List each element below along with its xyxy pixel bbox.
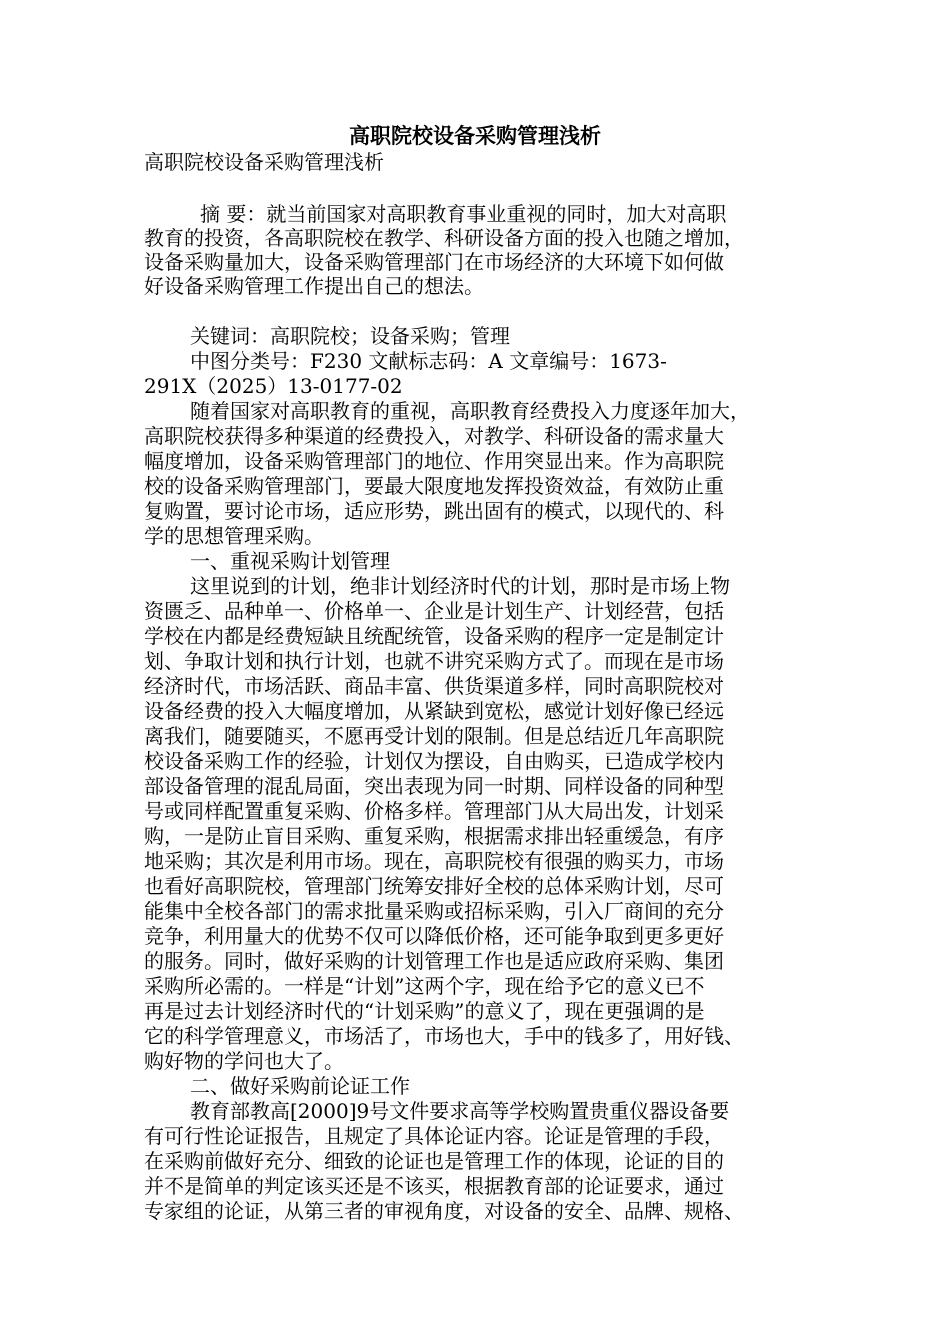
section1-line: 也看好高职院校，管理部门统筹安排好全校的总体采购计划，尽可 [144,874,724,898]
section1-line: 再是过去计划经济时代的“计划采购”的意义了，现在更强调的是 [144,999,705,1023]
section1-line: 购好物的学问也大了。 [144,1049,344,1073]
intro-line: 学的思想管理采购。 [144,524,324,548]
section1-line: 能集中全校各部门的需求批量采购或招标采购，引入厂商间的充分 [144,899,724,923]
section1-line: 设备经费的投入大幅度增加，从紧缺到宽松，感觉计划好像已经远 [144,699,724,723]
section1-line: 采购所必需的。一样是“计划”这两个字，现在给予它的意义已不 [144,974,705,998]
section1-line: 地采购；其次是利用市场。现在，高职院校有很强的购买力，市场 [144,849,724,873]
section2-line: 有可行性论证报告，且规定了具体论证内容。论证是管理的手段， [144,1124,724,1148]
section1-line: 经济时代，市场活跃、商品丰富、供货渠道多样，同时高职院校对 [144,674,724,698]
intro-line: 幅度增加，设备采购管理部门的地位、作用突显出来。作为高职院 [144,449,724,473]
classification-line: 291X（2025）13-0177-02 [144,374,403,398]
abstract-line: 教育的投资，各高职院校在教学、科研设备方面的投入也随之增加， [144,226,744,250]
keywords-line: 关键词：高职院校；设备采购；管理 [190,324,510,348]
section1-line: 划、争取计划和执行计划，也就不讲究采购方式了。而现在是市场 [144,649,724,673]
section1-line: 离我们，随要随买，不愿再受计划的限制。但是总结近几年高职院 [144,724,724,748]
intro-line: 随着国家对高职教育的重视，高职教育经费投入力度逐年加大， [190,399,750,423]
section1-line: 号或同样配置重复采购、价格多样。管理部门从大局出发，计划采 [144,799,724,823]
abstract-line: 摘 要：就当前国家对高职教育事业重视的同时，加大对高职 [200,202,727,226]
section1-line: 这里说到的计划，绝非计划经济时代的计划，那时是市场上物 [190,574,730,598]
section2-line: 专家组的论证，从第三者的审视角度，对设备的安全、品牌、规格、 [144,1199,744,1223]
section1-line: 学校在内都是经费短缺且统配统管，设备采购的程序一定是制定计 [144,624,724,648]
section1-line: 部设备管理的混乱局面，突出表现为同一时期、同样设备的同种型 [144,774,724,798]
intro-line: 复购置，要讨论市场，适应形势，跳出固有的模式，以现代的、科 [144,499,724,523]
section-heading-1: 一、重视采购计划管理 [190,549,390,573]
document-title: 高职院校设备采购管理浅析 [349,123,601,148]
intro-line: 校的设备采购管理部门，要最大限度地发挥投资效益，有效防止重 [144,474,724,498]
section1-line: 的服务。同时，做好采购的计划管理工作也是适应政府采购、集团 [144,949,724,973]
section1-line: 购，一是防止盲目采购、重复采购，根据需求排出轻重缓急，有序 [144,824,724,848]
section1-line: 资匮乏、品种单一、价格单一、企业是计划生产、计划经营，包括 [144,599,724,623]
section1-line: 它的科学管理意义，市场活了，市场也大，手中的钱多了，用好钱、 [144,1024,744,1048]
section2-line: 并不是简单的判定该买还是不该买，根据教育部的论证要求，通过 [144,1174,724,1198]
section2-line: 教育部教高[2000]9号文件要求高等学校购置贵重仪器设备要 [190,1099,730,1123]
abstract-line: 设备采购量加大，设备采购管理部门在市场经济的大环境下如何做 [144,250,724,274]
abstract-line: 好设备采购管理工作提出自己的想法。 [144,274,484,298]
section1-line: 竞争，利用量大的优势不仅可以降低价格，还可能争取到更多更好 [144,924,724,948]
section-heading-2: 二、做好采购前论证工作 [190,1074,410,1098]
section1-line: 校设备采购工作的经验，计划仅为摆设，自由购买，已造成学校内 [144,749,724,773]
classification-line: 中图分类号：F230 文献标志码：A 文章编号：1673- [190,349,667,373]
section2-line: 在采购前做好充分、细致的论证也是管理工作的体现，论证的目的 [144,1149,724,1173]
document-subtitle: 高职院校设备采购管理浅析 [144,150,384,174]
intro-line: 高职院校获得多种渠道的经费投入，对教学、科研设备的需求量大 [144,424,724,448]
